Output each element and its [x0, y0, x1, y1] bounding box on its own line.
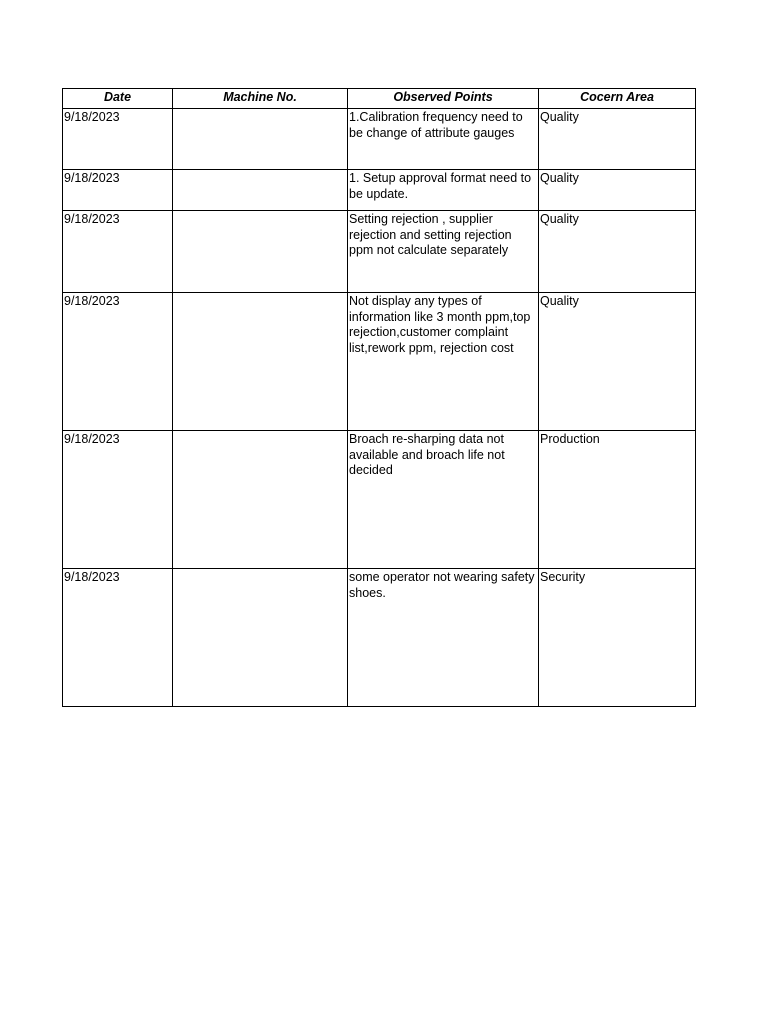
cell-observed-points: 1.Calibration frequency need to be change of attribute gauges	[348, 109, 539, 170]
cell-machine-no	[173, 293, 348, 431]
header-machine-no: Machine No.	[173, 89, 348, 109]
cell-concern-area: Quality	[539, 170, 696, 211]
cell-date: 9/18/2023	[63, 170, 173, 211]
cell-observed-points: Not display any types of information like 3 month ppm,top rejection,customer complaint list,rework ppm, rejection cost	[348, 293, 539, 431]
cell-machine-no	[173, 569, 348, 707]
table-row	[63, 170, 696, 211]
cell-machine-no	[173, 170, 348, 211]
spreadsheet-page	[62, 88, 695, 707]
cell-observed-points: some operator not wearing safety shoes.	[348, 569, 539, 707]
cell-concern-area: Quality	[539, 109, 696, 170]
table-row	[63, 211, 696, 293]
table-row	[63, 293, 696, 431]
header-concern-area: Cocern Area	[539, 89, 696, 109]
cell-concern-area: Quality	[539, 211, 696, 293]
table-row	[63, 431, 696, 569]
cell-date: 9/18/2023	[63, 211, 173, 293]
cell-date: 9/18/2023	[63, 293, 173, 431]
cell-date: 9/18/2023	[63, 569, 173, 707]
cell-machine-no	[173, 431, 348, 569]
table-row	[63, 569, 696, 707]
table-row	[63, 109, 696, 170]
cell-concern-area: Quality	[539, 293, 696, 431]
cell-machine-no	[173, 211, 348, 293]
header-observed-points: Observed Points	[348, 89, 539, 109]
header-date: Date	[63, 89, 173, 109]
cell-date: 9/18/2023	[63, 109, 173, 170]
cell-observed-points: Broach re-sharping data not available and broach life not decided	[348, 431, 539, 569]
cell-machine-no	[173, 109, 348, 170]
observation-table	[62, 88, 696, 707]
cell-observed-points: 1. Setup approval format need to be update.	[348, 170, 539, 211]
header-row	[63, 89, 696, 109]
cell-observed-points: Setting rejection , supplier rejection and setting rejection ppm not calculate separately	[348, 211, 539, 293]
cell-concern-area: Production	[539, 431, 696, 569]
cell-date: 9/18/2023	[63, 431, 173, 569]
cell-concern-area: Security	[539, 569, 696, 707]
